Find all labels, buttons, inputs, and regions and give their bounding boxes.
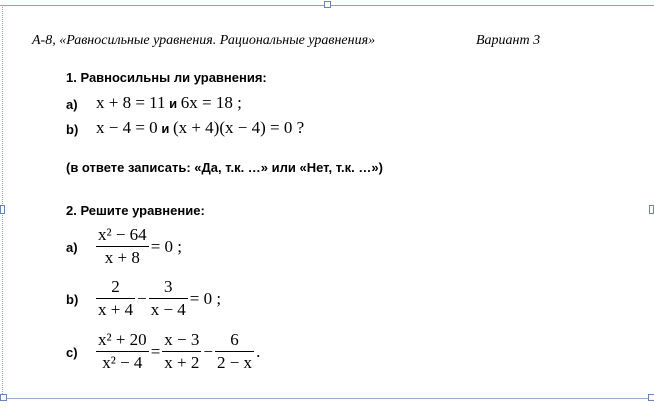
task2-a-denominator: x + 8 bbox=[104, 248, 140, 267]
task1-a-label: a) bbox=[66, 97, 78, 112]
task2-c-fraction2 bbox=[162, 330, 201, 373]
task2-c-denominator2: x + 2 bbox=[164, 353, 200, 372]
task2-c-numerator1: x² + 20 bbox=[96, 330, 149, 352]
variant-label: Вариант 3 bbox=[476, 33, 541, 48]
task2-c-label: c) bbox=[66, 345, 78, 360]
task2-b-fraction2 bbox=[149, 277, 188, 320]
task2-a-fraction bbox=[96, 225, 149, 268]
task1-b-eq2: (x + 4)(x − 4) = 0 ? bbox=[172, 118, 305, 137]
task2-c-period: . bbox=[256, 341, 261, 361]
task1-a-equations bbox=[96, 93, 242, 113]
task2-a-label: a) bbox=[66, 240, 78, 255]
task1-heading: 1. Равносильны ли уравнения: bbox=[66, 70, 267, 85]
task2-c-equation bbox=[96, 330, 262, 373]
task2-c-numerator2: x − 3 bbox=[162, 330, 201, 352]
task2-b-equation bbox=[96, 277, 223, 320]
task2-b-numerator2: 3 bbox=[149, 277, 188, 299]
task2-c-fraction3 bbox=[215, 330, 254, 373]
resize-handle-bottom-right[interactable] bbox=[648, 394, 654, 401]
resize-handle-top[interactable] bbox=[324, 1, 331, 8]
textbox-frame-bottom bbox=[0, 398, 654, 399]
task1-b-eq1: x − 4 = 0 bbox=[96, 118, 158, 137]
task2-c-fraction1 bbox=[96, 330, 149, 373]
task2-b-denominator1: x + 4 bbox=[98, 300, 134, 319]
task2-b-label: b) bbox=[66, 292, 79, 307]
task2-c-denominator3: 2 − x bbox=[216, 353, 253, 372]
task2-b-rhs: = 0 ; bbox=[189, 288, 222, 308]
resize-handle-bottom-left[interactable] bbox=[0, 394, 7, 401]
task2-b-fraction1 bbox=[96, 277, 135, 320]
task1-b-and: и bbox=[161, 121, 170, 136]
task2-a-numerator: x² − 64 bbox=[96, 225, 149, 247]
resize-handle-left[interactable] bbox=[0, 205, 5, 214]
resize-handle-right[interactable] bbox=[649, 205, 654, 214]
task2-c-minus: − bbox=[203, 341, 213, 361]
task2-b-minus: − bbox=[137, 288, 147, 308]
task2-b-numerator1: 2 bbox=[96, 277, 135, 299]
task1-b-label: b) bbox=[66, 122, 79, 137]
task2-c-numerator3: 6 bbox=[215, 330, 254, 352]
task2-a-equation bbox=[96, 225, 184, 268]
task1-a-eq1: x + 8 = 11 bbox=[96, 93, 166, 112]
task2-b-denominator2: x − 4 bbox=[150, 300, 186, 319]
task1-b-equations bbox=[96, 118, 304, 138]
task2-c-equals: = bbox=[150, 341, 161, 361]
worksheet-title: А-8, «Равносильные уравнения. Рациональные уравнения» bbox=[32, 33, 376, 48]
textbox-frame-left bbox=[2, 5, 3, 400]
task2-a-rhs: = 0 ; bbox=[150, 236, 182, 256]
task2-c-denominator1: x² − 4 bbox=[102, 353, 143, 372]
task1-answer-note: (в ответе записать: «Да, т.к. …» или «Нет, т.к. …») bbox=[66, 160, 383, 175]
task1-a-eq2: 6x = 18 ; bbox=[180, 93, 242, 112]
task2-heading: 2. Решите уравнение: bbox=[66, 203, 205, 218]
task1-a-and: и bbox=[169, 96, 178, 111]
